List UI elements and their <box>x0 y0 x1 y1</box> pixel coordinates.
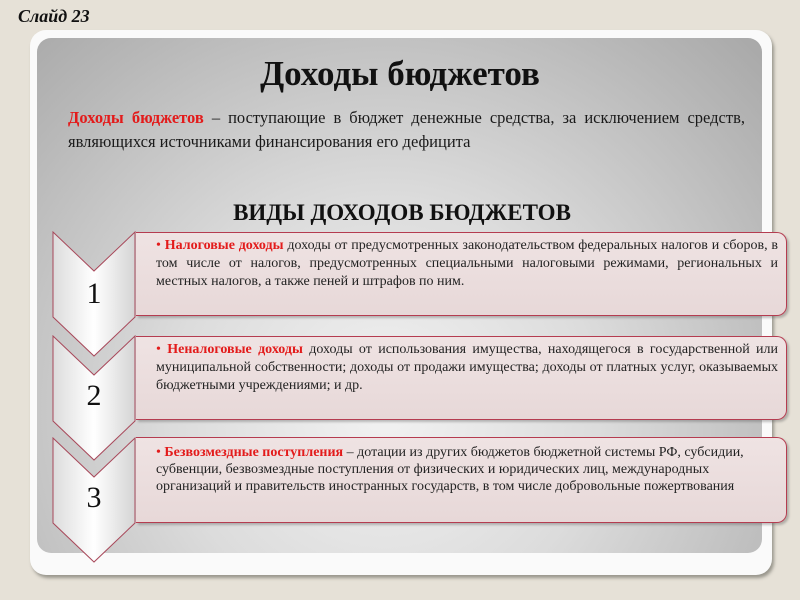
card-text <box>156 237 778 291</box>
bullet-icon: • <box>156 342 161 357</box>
definition-text: – поступающие в бюджет денежные средства, за исключением средств, являющихся источниками финансирования его дефицита <box>68 108 746 151</box>
card-description: доходы от использования имущества, находящегося в государственной или муниципальной собственности; доходы от продажи имущества; доходы от платных услуг, оказываемых бюджетными учреждениями; и др. <box>156 342 778 393</box>
bullet-icon: • <box>156 445 161 460</box>
step-chevron-3 <box>52 437 136 565</box>
definition-paragraph <box>68 106 745 154</box>
card-text <box>156 444 778 495</box>
card-term: Неналоговые доходы <box>167 342 303 357</box>
step-number: 2 <box>86 379 102 412</box>
card-text <box>156 341 778 395</box>
income-card-tax <box>136 232 787 316</box>
definition-term: Доходы бюджетов <box>68 108 204 127</box>
page-title: Доходы бюджетов <box>260 54 540 93</box>
card-term: Налоговые доходы <box>164 238 284 253</box>
bullet-icon: • <box>156 238 161 253</box>
card-description: доходы от предусмотренных законодательством федеральных налогов и сборов, в том числе от налогов, предусмотренных специальными налоговыми режимами, региональных и местных налогов, а также пеней и штрафов по ним. <box>156 238 779 289</box>
section-subtitle: ВИДЫ ДОХОДОВ БЮДЖЕТОВ <box>233 200 571 225</box>
income-card-grants <box>136 437 787 523</box>
income-card-nontax <box>136 336 787 420</box>
card-description: – дотации из других бюджетов бюджетной системы РФ, субсидии, субвенции, безвозмездные поступления от физических и юридических лиц, международных организаций и правительств иностранных государств, в том числе добровольные пожертвования <box>156 445 744 494</box>
slide-label: Слайд 23 <box>18 6 90 26</box>
step-number: 1 <box>86 277 102 310</box>
step-number: 3 <box>86 481 102 514</box>
card-term: Безвозмездные поступления <box>164 445 344 460</box>
